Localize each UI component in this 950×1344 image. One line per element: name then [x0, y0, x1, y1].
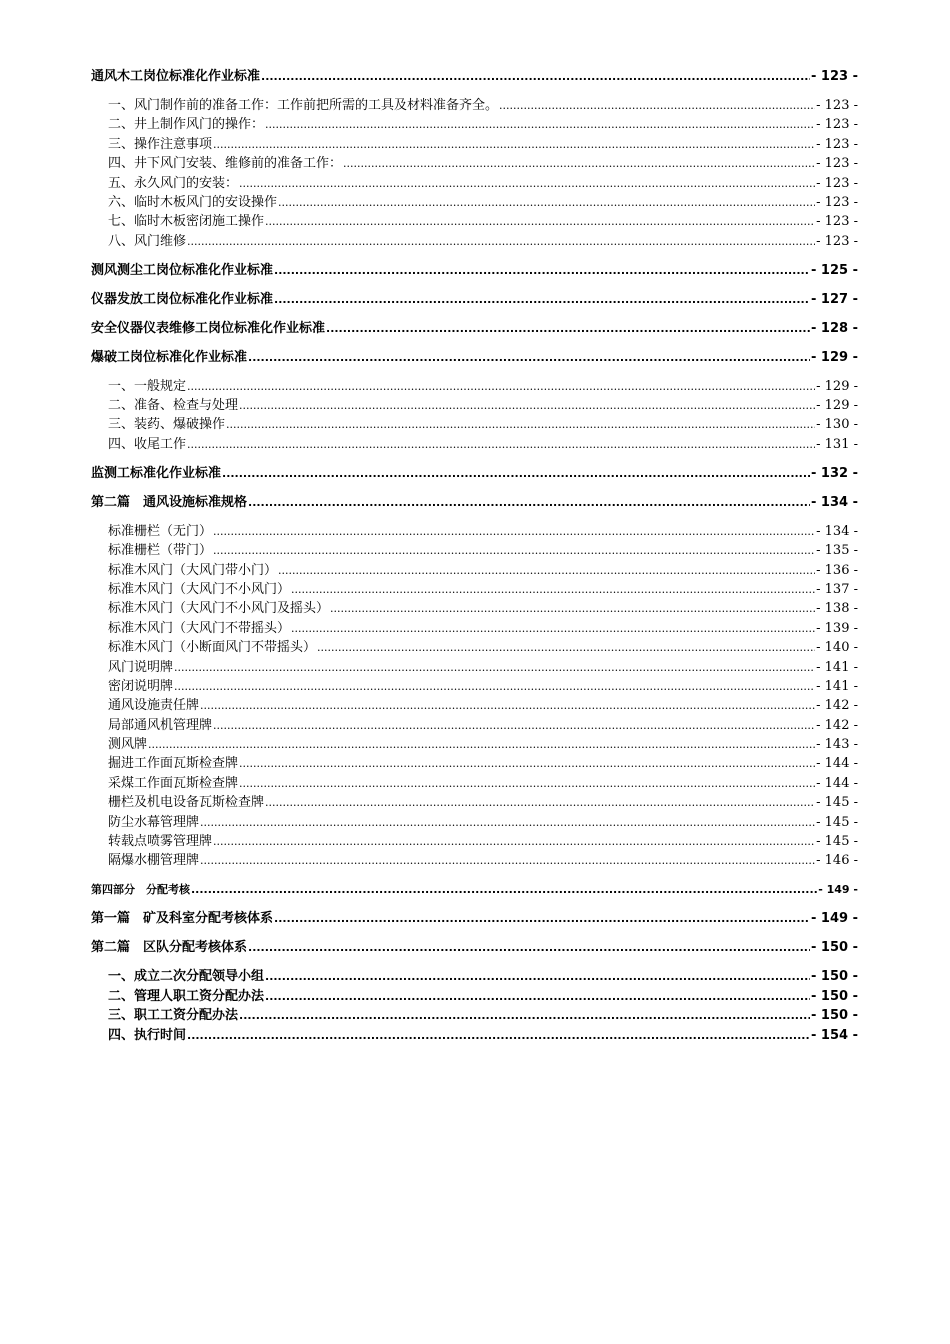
toc-entry-title: 七、临时木板密闭施工操作: [108, 214, 265, 230]
toc-entry[interactable]: [91, 493, 858, 512]
toc-entry-page: - 145 -: [816, 795, 858, 811]
toc-leader-dots: [326, 319, 810, 338]
toc-entry-title: 标准栅栏（无门）: [108, 523, 213, 539]
toc-entry[interactable]: [91, 212, 858, 231]
toc-entry-page: - 127 -: [811, 291, 858, 307]
toc-entry[interactable]: [91, 696, 858, 715]
toc-leader-dots: [265, 967, 810, 986]
toc-leader-dots: [248, 938, 810, 957]
toc-leader-dots: [191, 880, 817, 899]
toc-entry-page: - 135 -: [816, 543, 858, 559]
toc-entry-page: - 134 -: [811, 494, 858, 510]
toc-leader-dots: [265, 793, 815, 812]
toc-entry-title: 局部通风机管理牌: [108, 717, 213, 733]
toc-entry[interactable]: [91, 154, 858, 173]
toc-entry-title: 三、职工工资分配办法: [108, 1008, 239, 1024]
toc-leader-dots: [291, 619, 815, 638]
toc-leader-dots: [187, 377, 815, 396]
toc-leader-dots: [265, 115, 815, 134]
toc-entry-title: 转载点喷雾管理牌: [108, 834, 213, 850]
toc-leader-dots: [174, 658, 815, 677]
toc-entry-page: - 125 -: [811, 262, 858, 278]
toc-entry-title: 三、操作注意事项: [108, 136, 213, 152]
toc-entry-title: 一、成立二次分配领导小组: [108, 969, 265, 985]
toc-entry-title: 四、执行时间: [108, 1027, 187, 1043]
toc-entry-title: 第四部分 分配考核: [91, 883, 190, 897]
toc-entry-page: - 154 -: [811, 1027, 858, 1043]
toc-leader-dots: [291, 580, 815, 599]
toc-leader-dots: [261, 67, 810, 86]
toc-entry[interactable]: [91, 580, 858, 599]
toc-leader-dots: [200, 851, 815, 870]
toc-leader-dots: [239, 754, 815, 773]
toc-entry-page: - 139 -: [816, 620, 858, 636]
toc-entry[interactable]: [91, 658, 858, 677]
toc-entry-page: - 142 -: [816, 698, 858, 714]
toc-entry-page: - 150 -: [811, 1008, 858, 1024]
toc-leader-dots: [213, 832, 815, 851]
toc-leader-dots: [248, 348, 810, 367]
toc-entry[interactable]: [91, 261, 858, 280]
toc-entry-page: - 129 -: [816, 378, 858, 394]
toc-entry[interactable]: [91, 232, 858, 251]
toc-entry-title: 标准木风门（大风门不小风门及摇头）: [108, 601, 330, 617]
toc-leader-dots: [222, 464, 810, 483]
toc-entry-page: - 140 -: [816, 640, 858, 656]
toc-entry-page: - 138 -: [816, 601, 858, 617]
toc-entry[interactable]: [91, 880, 858, 899]
toc-entry[interactable]: [91, 415, 858, 434]
toc-leader-dots: [499, 96, 815, 115]
toc-entry[interactable]: [91, 348, 858, 367]
toc-entry-page: - 128 -: [811, 320, 858, 336]
toc-entry[interactable]: [91, 464, 858, 483]
toc-entry-title: 密闭说明牌: [108, 678, 174, 694]
toc-leader-dots: [213, 541, 815, 560]
toc-entry-title: 一、风门制作前的准备工作：工作前把所需的工具及材料准备齐全。: [108, 97, 499, 113]
toc-entry-page: - 146 -: [816, 853, 858, 869]
toc-entry[interactable]: [91, 967, 858, 986]
toc-entry-page: - 123 -: [816, 175, 858, 191]
toc-leader-dots: [213, 522, 815, 541]
toc-entry[interactable]: [91, 135, 858, 154]
toc-entry[interactable]: [91, 193, 858, 212]
toc-entry-page: - 144 -: [816, 756, 858, 772]
toc-entry-page: - 150 -: [811, 988, 858, 1004]
toc-entry-title: 二、管理人职工资分配办法: [108, 988, 265, 1004]
toc-entry[interactable]: [91, 1026, 858, 1045]
toc-entry[interactable]: [91, 619, 858, 638]
toc-leader-dots: [213, 135, 815, 154]
toc-leader-dots: [187, 435, 815, 454]
toc-leader-dots: [278, 561, 815, 580]
toc-leader-dots: [174, 677, 815, 696]
toc-entry-page: - 142 -: [816, 717, 858, 733]
toc-entry-title: 三、装药、爆破操作: [108, 417, 226, 433]
toc-entry[interactable]: [91, 115, 858, 134]
toc-entry-page: - 136 -: [816, 562, 858, 578]
toc-entry-page: - 150 -: [811, 940, 858, 956]
toc-entry-page: - 150 -: [811, 969, 858, 985]
toc-leader-dots: [248, 493, 810, 512]
toc-entry-page: - 145 -: [816, 814, 858, 830]
toc-leader-dots: [239, 174, 815, 193]
toc-entry-title: 通风设施责任牌: [108, 698, 200, 714]
toc-entry[interactable]: [91, 987, 858, 1006]
toc-entry[interactable]: [91, 832, 858, 851]
toc-entry-title: 一、一般规定: [108, 378, 187, 394]
toc-leader-dots: [226, 415, 815, 434]
toc-entry-page: - 129 -: [816, 398, 858, 414]
toc-leader-dots: [239, 1006, 810, 1025]
toc-entry[interactable]: [91, 793, 858, 812]
toc-leader-dots: [274, 909, 810, 928]
toc-leader-dots: [200, 696, 815, 715]
toc-leader-dots: [278, 193, 815, 212]
toc-entry-title: 二、井上制作风门的操作：: [108, 117, 265, 133]
toc-leader-dots: [317, 638, 815, 657]
table-of-contents: [91, 67, 858, 1045]
toc-entry[interactable]: [91, 938, 858, 957]
toc-entry[interactable]: [91, 638, 858, 657]
toc-entry-page: - 144 -: [816, 775, 858, 791]
toc-leader-dots: [148, 735, 815, 754]
toc-entry-title: 通风木工岗位标准化作业标准: [91, 69, 261, 84]
toc-entry-title: 测风牌: [108, 737, 148, 753]
toc-entry-page: - 149 -: [811, 911, 858, 927]
toc-leader-dots: [274, 261, 810, 280]
toc-entry[interactable]: [91, 716, 858, 735]
toc-entry-page: - 143 -: [816, 737, 858, 753]
toc-leader-dots: [213, 716, 815, 735]
toc-leader-dots: [343, 154, 815, 173]
toc-entry-title: 四、井下风门安装、维修前的准备工作：: [108, 156, 343, 172]
toc-entry[interactable]: [91, 67, 858, 86]
toc-entry-page: - 145 -: [816, 834, 858, 850]
toc-entry[interactable]: [91, 290, 858, 309]
toc-entry[interactable]: [91, 599, 858, 618]
toc-entry-page: - 141 -: [816, 678, 858, 694]
toc-entry-title: 标准木风门（大风门不带摇头）: [108, 620, 291, 636]
toc-entry[interactable]: [91, 909, 858, 928]
toc-entry-title: 四、收尾工作: [108, 436, 187, 452]
toc-entry-title: 第二篇 通风设施标准规格: [91, 494, 248, 510]
toc-leader-dots: [239, 774, 815, 793]
toc-leader-dots: [330, 599, 815, 618]
toc-entry[interactable]: [91, 735, 858, 754]
toc-entry-page: - 141 -: [816, 659, 858, 675]
toc-entry-title: 测风测尘工岗位标准化作业标准: [91, 262, 274, 278]
toc-entry-title: 六、临时木板风门的安设操作: [108, 194, 278, 210]
toc-entry-title: 仪器发放工岗位标准化作业标准: [91, 291, 274, 307]
toc-entry-title: 监测工标准化作业标准: [91, 465, 222, 481]
toc-entry[interactable]: [91, 377, 858, 396]
toc-entry-title: 风门说明牌: [108, 659, 174, 675]
toc-entry[interactable]: [91, 561, 858, 580]
toc-leader-dots: [200, 813, 815, 832]
toc-entry-title: 防尘水幕管理牌: [108, 814, 200, 830]
toc-leader-dots: [239, 396, 815, 415]
toc-entry[interactable]: [91, 522, 858, 541]
toc-entry-page: - 123 -: [816, 136, 858, 152]
toc-entry-title: 五、永久风门的安装：: [108, 175, 239, 191]
toc-entry-page: - 123 -: [816, 214, 858, 230]
toc-entry-title: 标准木风门（大风门带小门）: [108, 562, 278, 578]
toc-entry-title: 标准木风门（大风门不小风门）: [108, 581, 291, 597]
toc-entry-title: 栅栏及机电设备瓦斯检查牌: [108, 795, 265, 811]
toc-entry-title: 第一篇 矿及科室分配考核体系: [91, 911, 274, 927]
toc-entry-title: 采煤工作面瓦斯检查牌: [108, 775, 239, 791]
toc-entry-page: - 123 -: [816, 117, 858, 133]
toc-entry-page: - 123 -: [816, 233, 858, 249]
toc-entry-title: 掘进工作面瓦斯检查牌: [108, 756, 239, 772]
toc-entry[interactable]: [91, 174, 858, 193]
toc-entry-page: - 132 -: [811, 465, 858, 481]
toc-leader-dots: [187, 232, 815, 251]
toc-leader-dots: [265, 987, 810, 1006]
toc-entry-title: 二、准备、检查与处理: [108, 398, 239, 414]
toc-entry[interactable]: [91, 677, 858, 696]
toc-entry-title: 标准栅栏（带门）: [108, 543, 213, 559]
toc-entry-page: - 130 -: [816, 417, 858, 433]
toc-entry-page: - 131 -: [816, 436, 858, 452]
toc-entry[interactable]: [91, 1006, 858, 1025]
toc-entry-page: - 129 -: [811, 349, 858, 365]
toc-entry-page: - 149 -: [818, 883, 858, 897]
toc-entry-page: - 123 -: [816, 97, 858, 113]
toc-entry[interactable]: [91, 96, 858, 115]
toc-entry[interactable]: [91, 774, 858, 793]
toc-entry-title: 爆破工岗位标准化作业标准: [91, 349, 248, 365]
toc-entry-title: 第二篇 区队分配考核体系: [91, 940, 248, 956]
toc-entry[interactable]: [91, 754, 858, 773]
toc-entry-title: 标准木风门（小断面风门不带摇头）: [108, 640, 317, 656]
toc-entry[interactable]: [91, 851, 858, 870]
toc-entry-title: 隔爆水棚管理牌: [108, 853, 200, 869]
toc-leader-dots: [187, 1026, 810, 1045]
toc-entry-page: - 123 -: [816, 156, 858, 172]
toc-entry-page: - 137 -: [816, 581, 858, 597]
toc-entry[interactable]: [91, 396, 858, 415]
toc-entry-page: - 123 -: [816, 194, 858, 210]
toc-entry-page: - 134 -: [816, 523, 858, 539]
toc-leader-dots: [274, 290, 810, 309]
toc-entry[interactable]: [91, 435, 858, 454]
toc-entry[interactable]: [91, 813, 858, 832]
toc-leader-dots: [265, 212, 815, 231]
toc-entry-title: 安全仪器仪表维修工岗位标准化作业标准: [91, 320, 326, 336]
toc-entry[interactable]: [91, 319, 858, 338]
toc-entry[interactable]: [91, 541, 858, 560]
toc-entry-page: - 123 -: [811, 69, 858, 84]
toc-entry-title: 八、风门维修: [108, 233, 187, 249]
